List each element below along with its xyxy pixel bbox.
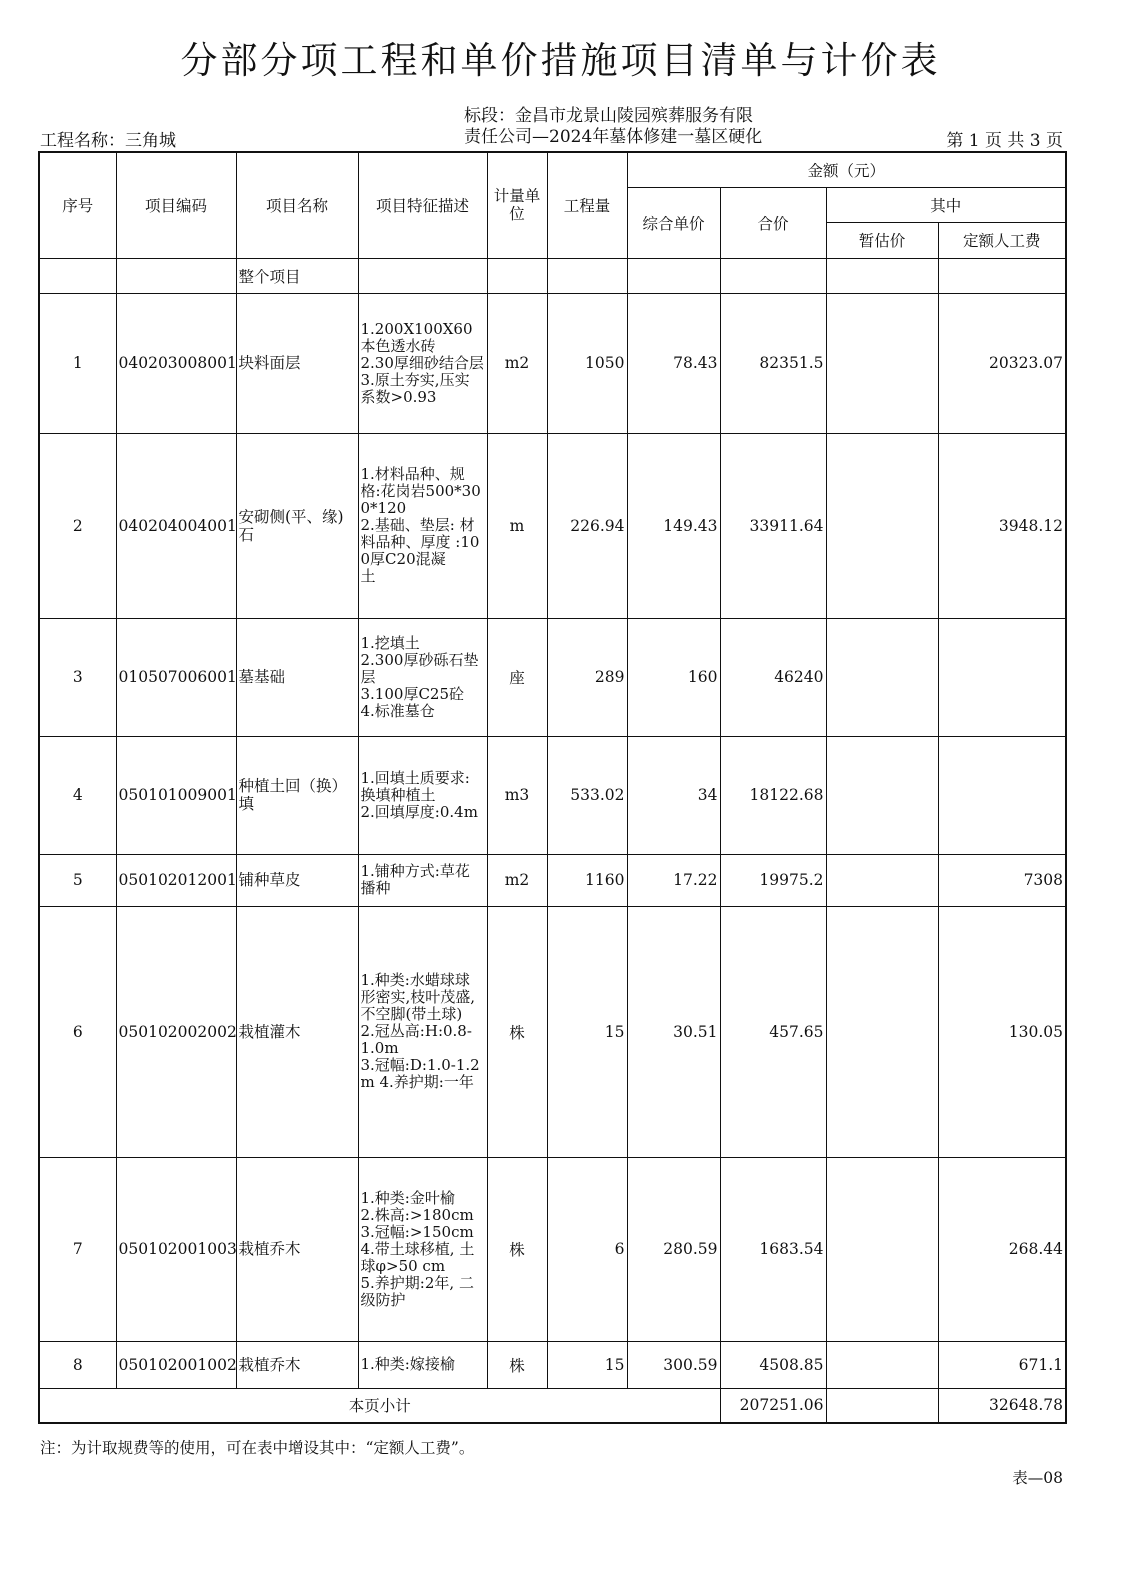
section-line-1: 标段：金昌市龙景山陵园殡葬服务有限 bbox=[464, 106, 753, 126]
row-labor bbox=[938, 736, 1066, 854]
row-unit-price: 30.51 bbox=[627, 906, 720, 1157]
row-total: 33911.64 bbox=[720, 433, 826, 618]
row-unit-price: 160 bbox=[627, 618, 720, 736]
subtotal-labor: 32648.78 bbox=[938, 1388, 1066, 1423]
row-seq: 8 bbox=[39, 1341, 116, 1388]
row-unit: 座 bbox=[487, 618, 547, 736]
header-desc: 项目特征描述 bbox=[358, 152, 487, 258]
row-code: 050102002002 bbox=[116, 906, 236, 1157]
row-unit-price: 280.59 bbox=[627, 1157, 720, 1341]
row-provisional bbox=[826, 1157, 938, 1341]
pricing-table bbox=[38, 151, 1067, 1424]
subtotal-label: 本页小计 bbox=[39, 1388, 720, 1423]
row-unit: m2 bbox=[487, 293, 547, 433]
row-labor: 130.05 bbox=[938, 906, 1066, 1157]
row-name: 栽植灌木 bbox=[236, 906, 358, 1157]
row-total: 4508.85 bbox=[720, 1341, 826, 1388]
row-unit-price: 17.22 bbox=[627, 854, 720, 906]
row-seq: 6 bbox=[39, 906, 116, 1157]
row-code: 040203008001 bbox=[116, 293, 236, 433]
row-name: 安砌侧(平、缘)石 bbox=[236, 433, 358, 618]
row-code: 010507006001 bbox=[116, 618, 236, 736]
row-desc: 1.回填土质要求:换填种植土 2.回填厚度:0.4m bbox=[358, 736, 487, 854]
project-name: 工程名称：三角城 bbox=[40, 131, 176, 151]
row-provisional bbox=[826, 906, 938, 1157]
row-provisional bbox=[826, 1341, 938, 1388]
page-title: 分部分项工程和单价措施项目清单与计价表 bbox=[180, 39, 941, 82]
subtotal-provisional bbox=[826, 1388, 938, 1423]
section-seq-cell bbox=[39, 258, 116, 293]
row-provisional bbox=[826, 433, 938, 618]
header-labor: 定额人工费 bbox=[938, 222, 1066, 258]
row-desc: 1.种类:水蜡球球形密实,枝叶茂盛,不空脚(带土球) 2.冠丛高:H:0.8-1.0m 3.冠幅:D:1.0-1.2m 4.养护期:一年 bbox=[358, 906, 487, 1157]
header-of-which: 其中 bbox=[826, 187, 1066, 222]
row-seq: 2 bbox=[39, 433, 116, 618]
row-desc: 1.挖填土 2.300厚砂砾石垫层 3.100厚C25砼 4.标准墓仓 bbox=[358, 618, 487, 736]
table-row bbox=[39, 293, 1066, 433]
row-desc: 1.种类:金叶榆 2.株高:>180cm 3.冠幅:>150cm 4.带土球移植, 土球φ>50 cm 5.养护期:2年, 二级防护 bbox=[358, 1157, 487, 1341]
row-unit: 株 bbox=[487, 906, 547, 1157]
row-desc: 1.材料品种、规格:花岗岩500*300*120 2.基础、垫层: 材料品种、厚度 :100厚C20混凝 土 bbox=[358, 433, 487, 618]
header-code: 项目编码 bbox=[116, 152, 236, 258]
table-row bbox=[39, 854, 1066, 906]
row-labor: 268.44 bbox=[938, 1157, 1066, 1341]
row-unit: m3 bbox=[487, 736, 547, 854]
header-provisional: 暂估价 bbox=[826, 222, 938, 258]
row-total: 46240 bbox=[720, 618, 826, 736]
row-qty: 1160 bbox=[547, 854, 627, 906]
row-qty: 15 bbox=[547, 906, 627, 1157]
row-unit-price: 34 bbox=[627, 736, 720, 854]
footnote: 注：为计取规费等的使用，可在表中增设其中：“定额人工费”。 bbox=[40, 1439, 475, 1457]
table-row bbox=[39, 906, 1066, 1157]
row-desc: 1.200X100X60本色透水砖 2.30厚细砂结合层 3.原土夯实,压实系数>0.93 bbox=[358, 293, 487, 433]
row-unit-price: 78.43 bbox=[627, 293, 720, 433]
row-desc: 1.铺种方式:草花播种 bbox=[358, 854, 487, 906]
header-name: 项目名称 bbox=[236, 152, 358, 258]
section-line-2: 责任公司—2024年墓体修建一墓区硬化 bbox=[464, 127, 763, 147]
row-qty: 289 bbox=[547, 618, 627, 736]
row-qty: 15 bbox=[547, 1341, 627, 1388]
header-unit: 计量单位 bbox=[487, 152, 547, 258]
row-labor bbox=[938, 618, 1066, 736]
row-name: 栽植乔木 bbox=[236, 1157, 358, 1341]
row-unit: 株 bbox=[487, 1341, 547, 1388]
row-qty: 1050 bbox=[547, 293, 627, 433]
table-row bbox=[39, 618, 1066, 736]
row-desc: 1.种类:嫁接榆 bbox=[358, 1341, 487, 1388]
page-info: 第 1 页 共 3 页 bbox=[946, 131, 1063, 151]
header-qty: 工程量 bbox=[547, 152, 627, 258]
table-row bbox=[39, 433, 1066, 618]
row-name: 墓基础 bbox=[236, 618, 358, 736]
row-seq: 3 bbox=[39, 618, 116, 736]
row-provisional bbox=[826, 618, 938, 736]
row-seq: 5 bbox=[39, 854, 116, 906]
row-code: 040204004001 bbox=[116, 433, 236, 618]
row-qty: 533.02 bbox=[547, 736, 627, 854]
row-labor: 7308 bbox=[938, 854, 1066, 906]
row-total: 457.65 bbox=[720, 906, 826, 1157]
table-tag: 表—08 bbox=[1012, 1469, 1063, 1487]
subtotal-total: 207251.06 bbox=[720, 1388, 826, 1423]
row-code: 050101009001 bbox=[116, 736, 236, 854]
row-labor: 20323.07 bbox=[938, 293, 1066, 433]
row-total: 18122.68 bbox=[720, 736, 826, 854]
row-code: 050102001003 bbox=[116, 1157, 236, 1341]
row-total: 19975.2 bbox=[720, 854, 826, 906]
section-row-label: 整个项目 bbox=[236, 258, 358, 293]
section-code-cell bbox=[116, 258, 236, 293]
header-total: 合价 bbox=[720, 187, 826, 258]
row-total: 82351.5 bbox=[720, 293, 826, 433]
row-name: 铺种草皮 bbox=[236, 854, 358, 906]
section-info bbox=[464, 106, 824, 148]
row-provisional bbox=[826, 854, 938, 906]
row-code: 050102012001 bbox=[116, 854, 236, 906]
header-seq: 序号 bbox=[39, 152, 116, 258]
row-unit: m bbox=[487, 433, 547, 618]
header-amount: 金额（元） bbox=[627, 152, 1066, 187]
row-seq: 4 bbox=[39, 736, 116, 854]
row-qty: 6 bbox=[547, 1157, 627, 1341]
row-name: 块料面层 bbox=[236, 293, 358, 433]
table-row bbox=[39, 1157, 1066, 1341]
table-row bbox=[39, 1341, 1066, 1388]
row-name: 种植土回（换）填 bbox=[236, 736, 358, 854]
row-unit: 株 bbox=[487, 1157, 547, 1341]
row-unit-price: 300.59 bbox=[627, 1341, 720, 1388]
row-seq: 7 bbox=[39, 1157, 116, 1341]
row-unit-price: 149.43 bbox=[627, 433, 720, 618]
header-unit-price: 综合单价 bbox=[627, 187, 720, 258]
table-row bbox=[39, 736, 1066, 854]
row-seq: 1 bbox=[39, 293, 116, 433]
row-qty: 226.94 bbox=[547, 433, 627, 618]
row-total: 1683.54 bbox=[720, 1157, 826, 1341]
row-provisional bbox=[826, 736, 938, 854]
row-unit: m2 bbox=[487, 854, 547, 906]
row-code: 050102001002 bbox=[116, 1341, 236, 1388]
row-labor: 671.1 bbox=[938, 1341, 1066, 1388]
row-labor: 3948.12 bbox=[938, 433, 1066, 618]
row-name: 栽植乔木 bbox=[236, 1341, 358, 1388]
row-provisional bbox=[826, 293, 938, 433]
